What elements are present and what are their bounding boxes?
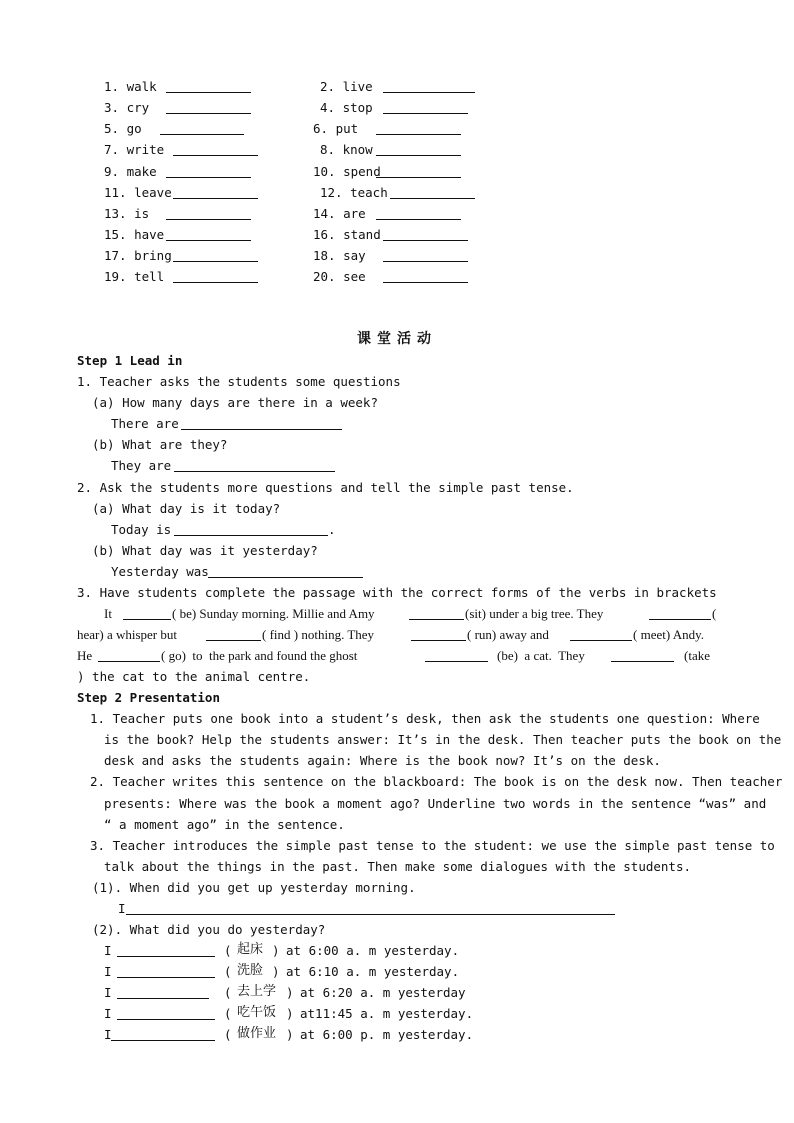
paren: ( <box>224 1027 232 1042</box>
passage-text: hear) a whisper but <box>77 627 177 642</box>
answer-blank[interactable] <box>611 649 674 662</box>
instruction-2-line: “ a moment ago” in the sentence. <box>104 817 345 832</box>
passage-text: (be) a cat. They <box>497 648 585 663</box>
verb-item: 17. bring <box>104 248 172 263</box>
paren: ) <box>272 964 280 979</box>
answer-blank[interactable] <box>570 628 632 641</box>
verb-item: 2. live <box>320 79 373 94</box>
answer-blank[interactable] <box>166 101 251 114</box>
answer-blank[interactable] <box>411 628 466 641</box>
answer-blank[interactable] <box>425 649 488 662</box>
step2-heading: Step 2 Presentation <box>77 690 220 705</box>
question-2a: (a) What day is it today? <box>92 501 281 516</box>
instruction-1-line: 1. Teacher puts one book into a student’s desk, then ask the students one question: Where <box>90 711 760 726</box>
verb-item: 13. is <box>104 206 150 221</box>
answer-blank[interactable] <box>376 165 461 178</box>
answer-blank[interactable] <box>166 165 251 178</box>
instruction-1-line: desk and asks the students again: Where is the book now? It’s on the desk. <box>104 753 661 768</box>
verb-item: 9. make <box>104 164 157 179</box>
passage-text: ( be) Sunday morning. Millie and Amy <box>172 606 375 621</box>
verb-item: 7. write <box>104 142 165 157</box>
question-2: 2. Ask the students more questions and tell the simple past tense. <box>77 480 574 495</box>
paren: ) <box>286 985 294 1000</box>
answer-blank[interactable] <box>649 607 711 620</box>
paren: ) <box>286 1006 294 1021</box>
passage-text: He <box>77 648 93 663</box>
answer-blank[interactable] <box>166 207 251 220</box>
verb-item: 14. are <box>313 206 366 221</box>
answer-blank[interactable] <box>390 186 475 199</box>
paren: ( <box>224 1006 232 1021</box>
question-2b: (b) What day was it yesterday? <box>92 543 318 558</box>
answer-blank[interactable] <box>166 80 251 93</box>
answer-blank[interactable] <box>98 649 160 662</box>
answer-label: I <box>104 985 112 1000</box>
answer-label: I <box>104 964 112 979</box>
answer-blank[interactable] <box>173 143 258 156</box>
answer-blank[interactable] <box>117 944 215 957</box>
passage-text: (take <box>684 648 710 663</box>
paren: ( <box>224 985 232 1000</box>
answer-blank[interactable] <box>376 143 461 156</box>
answer-blank[interactable] <box>160 122 244 135</box>
answer-label: Yesterday was <box>111 564 209 579</box>
answer-blank[interactable] <box>376 207 461 220</box>
passage-text: ) the cat to the animal centre. <box>77 669 311 684</box>
period: . <box>328 522 336 537</box>
answer-label: There are <box>111 416 179 431</box>
dialogue-question-2: (2). What did you do yesterday? <box>92 922 326 937</box>
instruction-3-line: 3. Teacher introduces the simple past tense to the student: we use the simple past tense to <box>90 838 775 853</box>
time-text: at 6:00 a. m yesterday. <box>286 943 460 958</box>
answer-blank[interactable] <box>174 523 328 536</box>
paren: ( <box>224 943 232 958</box>
answer-blank[interactable] <box>376 122 461 135</box>
time-text: at 6:10 a. m yesterday. <box>286 964 460 979</box>
question-1: 1. Teacher asks the students some questions <box>77 374 401 389</box>
answer-blank[interactable] <box>117 1007 215 1020</box>
chinese-hint: 起床 <box>237 942 264 957</box>
verb-item: 6. put <box>313 121 359 136</box>
answer-blank[interactable] <box>123 607 171 620</box>
answer-label: I <box>104 943 112 958</box>
instruction-1-line: is the book? Help the students answer: It’s in the desk. Then teacher puts the book on the <box>104 732 782 747</box>
passage-text: It <box>104 606 112 621</box>
answer-blank[interactable] <box>173 249 258 262</box>
verb-item: 15. have <box>104 227 165 242</box>
verb-item: 18. say <box>313 248 366 263</box>
question-1a: (a) How many days are there in a week? <box>92 395 378 410</box>
passage-text: ( meet) Andy. <box>633 627 704 642</box>
verb-item: 16. stand <box>313 227 381 242</box>
verb-item: 11. leave <box>104 185 172 200</box>
verb-item: 10. spend <box>313 164 381 179</box>
answer-blank[interactable] <box>208 565 363 578</box>
verb-item: 12. teach <box>320 185 388 200</box>
answer-blank[interactable] <box>383 270 468 283</box>
answer-blank[interactable] <box>126 902 615 915</box>
section-title: 课堂活动 <box>357 331 437 347</box>
dialogue-question-1: (1). When did you get up yesterday morning. <box>92 880 416 895</box>
time-text: at 6:20 a. m yesterday <box>300 985 466 1000</box>
answer-label: They are <box>111 458 172 473</box>
answer-label: Today is <box>111 522 172 537</box>
answer-label: I <box>118 901 126 916</box>
passage-text: ( <box>712 606 717 621</box>
answer-label: I <box>104 1006 112 1021</box>
answer-label: I <box>104 1027 112 1042</box>
answer-blank[interactable] <box>174 459 335 472</box>
chinese-hint: 洗脸 <box>237 963 264 978</box>
instruction-2-line: 2. Teacher writes this sentence on the blackboard: The book is on the desk now. Then teacher <box>90 774 783 789</box>
time-text: at11:45 a. m yesterday. <box>300 1006 474 1021</box>
verb-item: 20. see <box>313 269 366 284</box>
chinese-hint: 去上学 <box>237 984 277 999</box>
instruction-2-line: presents: Where was the book a moment ago? Underline two words in the sentence “was” and <box>104 796 767 811</box>
answer-blank[interactable] <box>383 101 468 114</box>
answer-blank[interactable] <box>173 270 258 283</box>
verb-item: 5. go <box>104 121 142 136</box>
passage-text: ( find ) nothing. They <box>262 627 375 642</box>
answer-blank[interactable] <box>181 417 342 430</box>
chinese-hint: 做作业 <box>237 1026 277 1041</box>
verb-item: 3. cry <box>104 100 150 115</box>
answer-blank[interactable] <box>166 228 251 241</box>
step1-heading: Step 1 Lead in <box>77 353 183 368</box>
passage-text: (sit) under a big tree. They <box>465 606 604 621</box>
paren: ) <box>272 943 280 958</box>
passage-text: ( run) away and <box>467 627 549 642</box>
paren: ( <box>224 964 232 979</box>
instruction-3-line: talk about the things in the past. Then make some dialogues with the students. <box>104 859 691 874</box>
answer-blank[interactable] <box>173 186 258 199</box>
answer-blank[interactable] <box>409 607 464 620</box>
answer-blank[interactable] <box>117 965 215 978</box>
question-1b: (b) What are they? <box>92 437 228 452</box>
paren: ) <box>286 1027 294 1042</box>
answer-blank[interactable] <box>117 986 209 999</box>
verb-item: 4. stop <box>320 100 373 115</box>
time-text: at 6:00 p. m yesterday. <box>300 1027 474 1042</box>
verb-item: 8. know <box>320 142 373 157</box>
answer-blank[interactable] <box>206 628 261 641</box>
answer-blank[interactable] <box>111 1028 215 1041</box>
chinese-hint: 吃午饭 <box>237 1005 277 1020</box>
answer-blank[interactable] <box>383 80 475 93</box>
verb-item: 1. walk <box>104 79 157 94</box>
answer-blank[interactable] <box>383 249 468 262</box>
passage-text: ( go) to the park and found the ghost <box>161 648 358 663</box>
verb-item: 19. tell <box>104 269 165 284</box>
question-3: 3. Have students complete the passage with the correct forms of the verbs in brackets <box>77 585 717 600</box>
answer-blank[interactable] <box>383 228 468 241</box>
